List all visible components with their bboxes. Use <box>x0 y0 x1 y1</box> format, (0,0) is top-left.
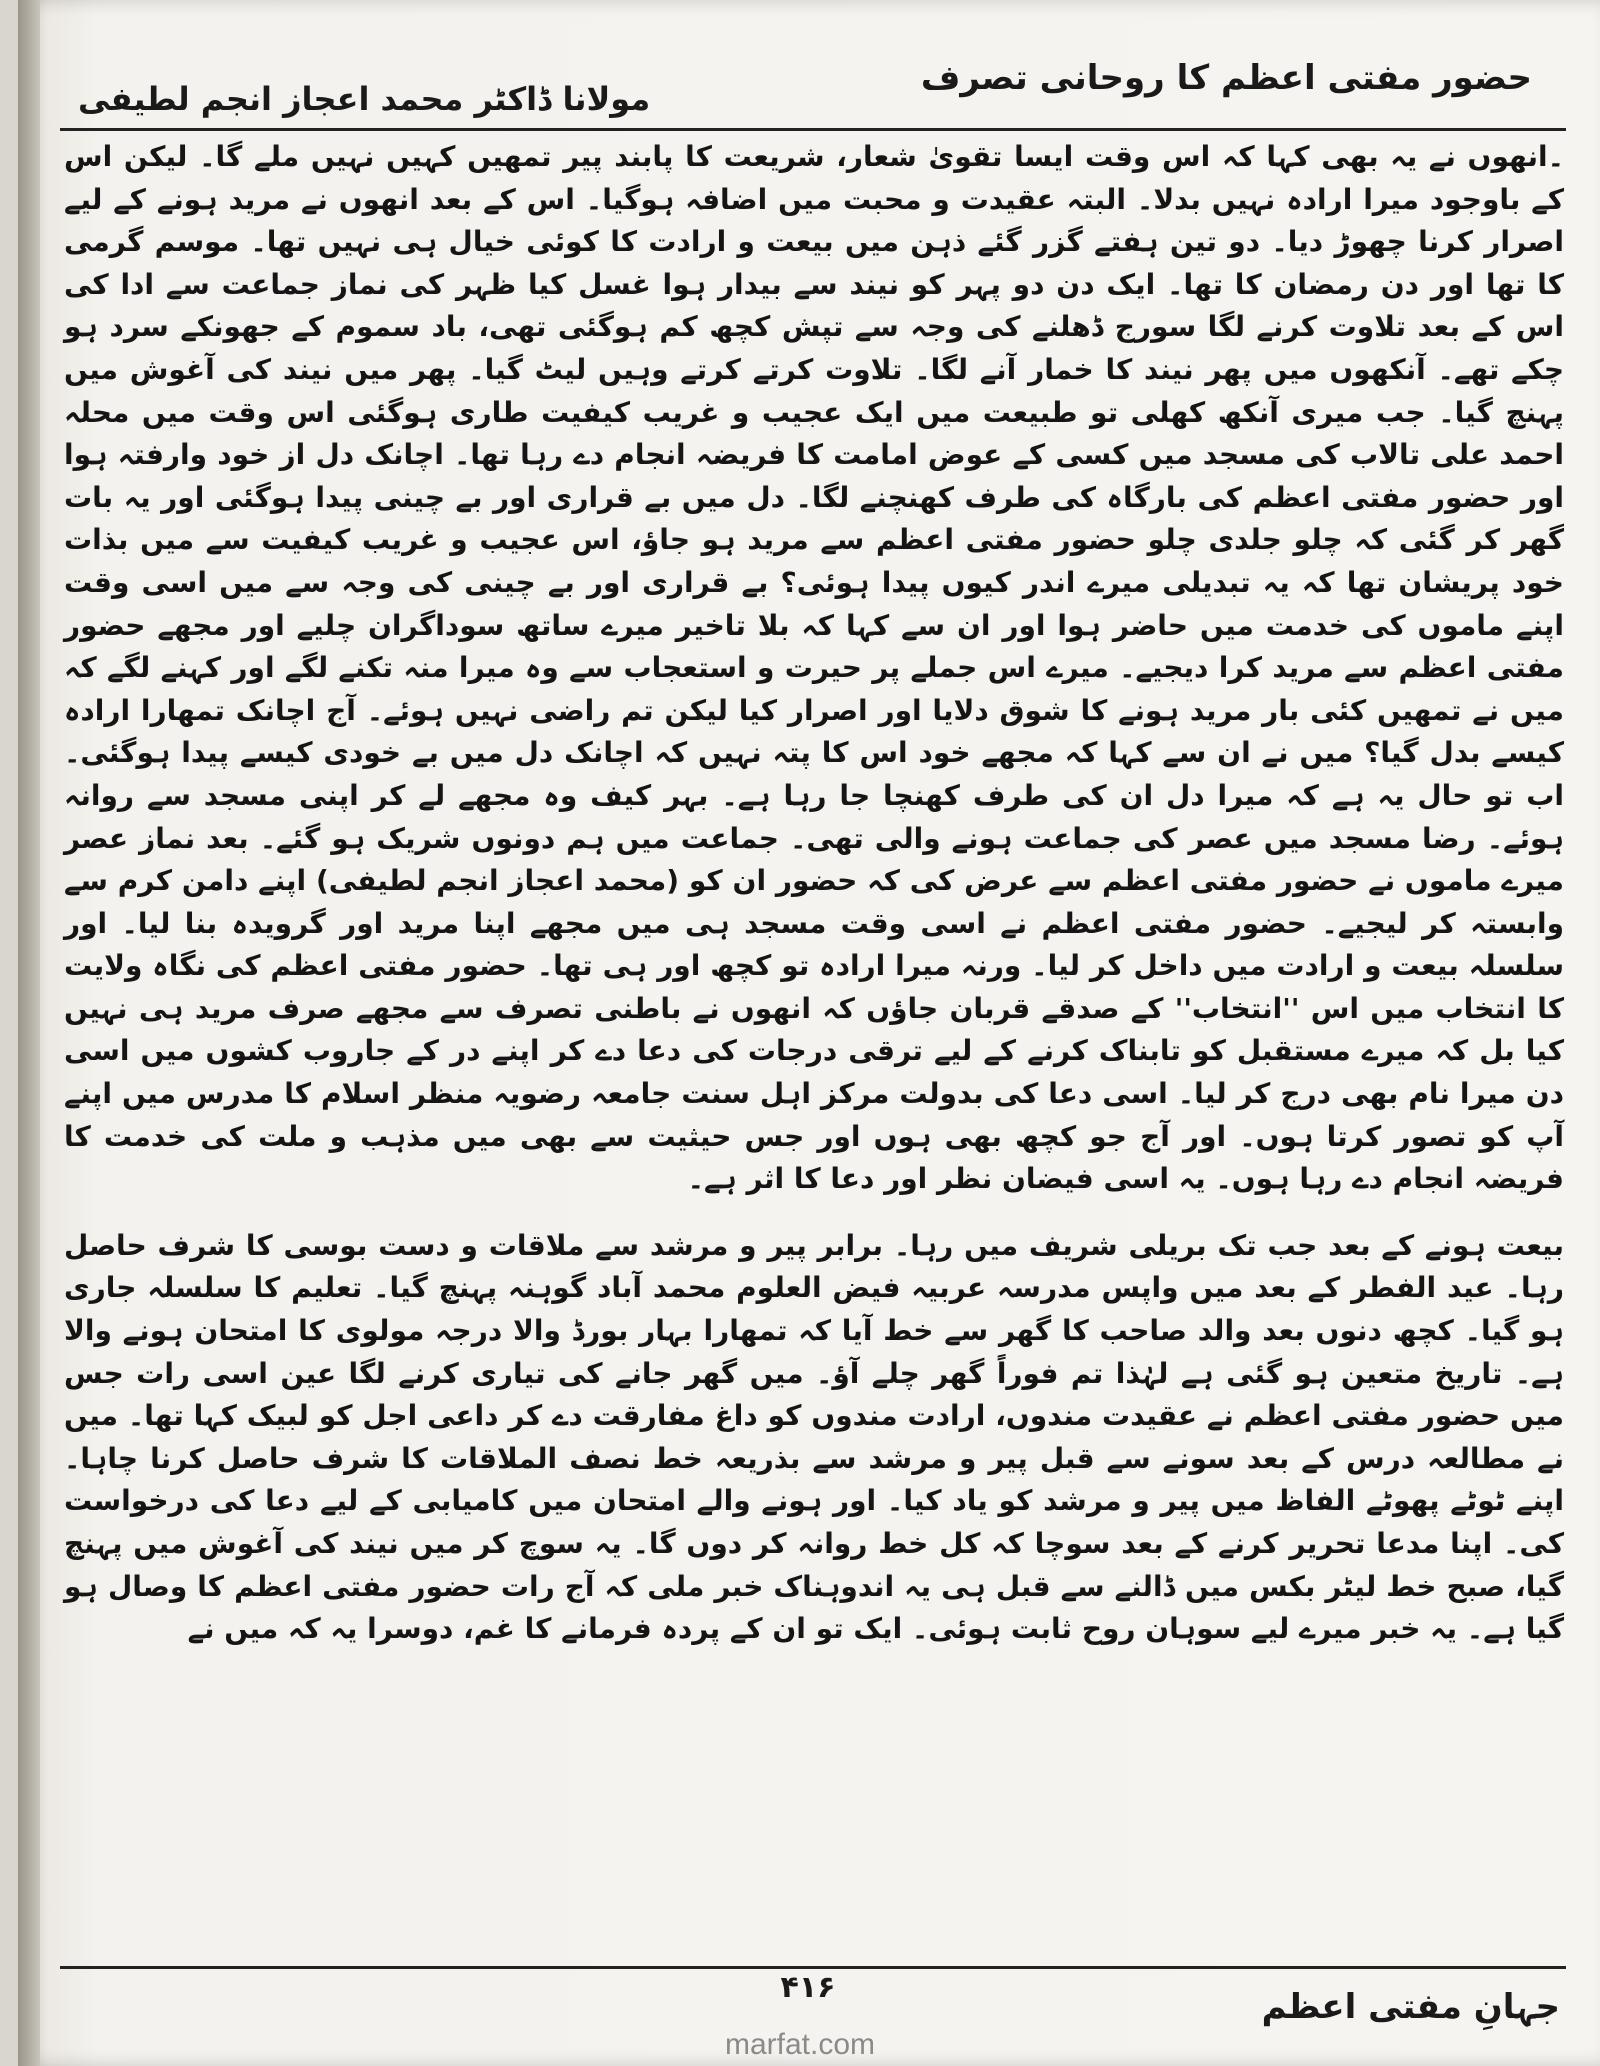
footer-rule <box>60 1966 1566 1969</box>
book-title-footer: جہانِ مفتی اعظم <box>1261 1987 1560 2027</box>
body-text <box>64 136 1564 1651</box>
book-spine-shadow <box>18 0 40 2066</box>
author-name: مولانا ڈاکٹر محمد اعجاز انجم لطیفی <box>78 80 651 118</box>
scanned-page <box>18 0 1600 2066</box>
paragraph-2: بیعت ہونے کے بعد جب تک بریلی شریف میں رہا۔ برابر پیر و مرشد سے ملاقات و دست بوسی کا شرف حاصل رہا۔ عید الفطر کے بعد میں واپس مدرسہ عربیہ فیض العلوم محمد آباد گوہنہ پہنچ گیا۔ تعلیم کا سلسلہ جاری ہو گیا۔ کچھ دنوں بعد والد صاحب کا گھر سے خط آیا کہ تمھارا بہار بورڈ والا درجہ مولوی کا امتحان ہونے والا ہے۔ تاریخ متعین ہو گئی ہے لہٰذا تم فوراً گھر چلے آؤ۔ میں گھر جانے کی تیاری کرنے لگا عین اسی رات جس میں حضور مفتی اعظم نے عقیدت مندوں، ارادت مندوں کو داغ مفارقت دے کر داعی اجل کو لبیک کہا تھا۔ میں نے مطالعہ درس کے بعد سونے سے قبل پیر و مرشد سے بذریعہ خط نصف الملاقات کا شرف حاصل کرنا چاہا۔ اپنے ٹوٹے پھوٹے الفاظ میں پیر و مرشد کو یاد کیا۔ اور ہونے والے امتحان میں کامیابی کے لیے دعا کی درخواست کی۔ اپنا مدعا تحریر کرنے کے بعد سوچا کہ کل خط روانہ کر دوں گا۔ یہ سوچ کر میں نیند کی آغوش میں پہنچ گیا، صبح خط لیٹر بکس میں ڈالنے سے قبل ہی یہ اندوہناک خبر ملی کہ آج رات حضور مفتی اعظم کا وصال ہو گیا ہے۔ یہ خبر میرے لیے سوہان روح ثابت ہوئی۔ ایک تو ان کے پردہ فرمانے کا غم، دوسرا یہ کہ میں نے <box>64 1228 1564 1646</box>
page-number: ۴۱۶ <box>780 1970 836 2005</box>
watermark: marfat.com <box>724 2028 876 2061</box>
paragraph-1: ۔انھوں نے یہ بھی کہا کہ اس وقت ایسا تقویٰ شعار، شریعت کا پابند پیر تمھیں کہیں نہیں ملے گا۔ لیکن اس کے باوجود میرا ارادہ نہیں بدلا۔ البتہ عقیدت و محبت میں اضافہ ہوگیا۔ اس کے بعد انھوں نے مرید ہونے کے لیے اصرار کرنا چھوڑ دیا۔ دو تین ہفتے گزر گئے ذہن میں بیعت و ارادت کا کوئی خیال ہی نہیں تھا۔ موسم گرمی کا تھا اور دن رمضان کا تھا۔ ایک دن دو پہر کو نیند سے بیدار ہوا غسل کیا ظہر کی نماز جماعت سے ادا کی اس کے بعد تلاوت کرنے لگا سورج ڈھلنے کی وجہ سے تپش کچھ کم ہوگئی تھی، باد سموم کے جھونکے سرد ہو چکے تھے۔ آنکھوں میں پھر نیند کا خمار آنے لگا۔ تلاوت کرتے کرتے وہیں لیٹ گیا۔ پھر میں نیند کی آغوش میں پہنچ گیا۔ جب میری آنکھ کھلی تو طبیعت میں ایک عجیب و غریب کیفیت طاری ہوگئی اس وقت میں محلہ احمد علی تالاب کی مسجد میں کسی کے عوض امامت کا فریضہ انجام دے رہا تھا۔ اچانک دل از خود وارفتہ ہوا اور حضور مفتی اعظم کی بارگاہ کی طرف کھنچنے لگا۔ دل میں بے قراری اور بے چینی پیدا ہوگئی اور یہ بات گھر کر گئی کہ چلو جلدی چلو حضور مفتی اعظم سے مرید ہو جاؤ، اس عجیب و غریب کیفیت سے میں بذات خود پریشان تھا کہ یہ تبدیلی میرے اندر کیوں پیدا ہوئی؟ بے قراری اور بے چینی کی وجہ سے میں اسی وقت اپنے ماموں کی خدمت میں حاضر ہوا اور ان سے کہا کہ بلا تاخیر میرے ساتھ سوداگران چلیے اور مجھے حضور مفتی اعظم سے مرید کرا دیجیے۔ میرے اس جملے پر حیرت و استعجاب سے وہ میرا منہ تکنے لگے اور کہنے لگے کہ میں نے تمھیں کئی بار مرید ہونے کا شوق دلایا اور اصرار کیا لیکن تم راضی نہیں ہوئے۔ آج اچانک تمھارا ارادہ کیسے بدل گیا؟ میں نے ان سے کہا کہ مجھے خود اس کا پتہ نہیں کہ اچانک دل میں بے خودی کیسے پیدا ہوگئی۔ اب تو حال یہ ہے کہ میرا دل ان کی طرف کھنچا جا رہا ہے۔ بہر کیف وہ مجھے لے کر اپنی مسجد سے روانہ ہوئے۔ رضا مسجد میں عصر کی جماعت ہونے والی تھی۔ جماعت میں ہم دونوں شریک ہو گئے۔ بعد نماز عصر میرے ماموں نے حضور مفتی اعظم سے عرض کی کہ حضور ان کو (محمد اعجاز انجم لطیفی) اپنے دامن کرم سے وابستہ کر لیجیے۔ حضور مفتی اعظم نے اسی وقت مسجد ہی میں مجھے اپنا مرید اور گرویدہ بنا لیا۔ اور سلسلہ بیعت و ارادت میں داخل کر لیا۔ ورنہ میرا ارادہ تو کچھ اور ہی تھا۔ حضور مفتی اعظم کی نگاہ ولایت کا انتخاب میں اس ''انتخاب'' کے صدقے قربان جاؤں کہ انھوں نے باطنی تصرف سے مجھے صرف مرید ہی نہیں کیا بل کہ میرے مستقبل کو تابناک کرنے کے لیے ترقی درجات کی دعا دے کر اپنے در کے جاروب کشوں میں اسی دن میرا نام بھی درج کر لیا۔ اسی دعا کی بدولت مرکز اہل سنت جامعہ رضویہ منظر اسلام کا مدرس میں اپنے آپ کو تصور کرتا ہوں۔ اور آج جو کچھ بھی ہوں اور جس حیثیت سے بھی میں مذہب و ملت کی خدمت کا فریضہ انجام دے رہا ہوں۔ یہ اسی فیضان نظر اور دعا کا اثر ہے۔ <box>64 140 1564 1196</box>
running-title: حضور مفتی اعظم کا روحانی تصرف <box>920 58 1532 98</box>
page-header <box>58 38 1568 128</box>
header-rule <box>60 128 1566 131</box>
